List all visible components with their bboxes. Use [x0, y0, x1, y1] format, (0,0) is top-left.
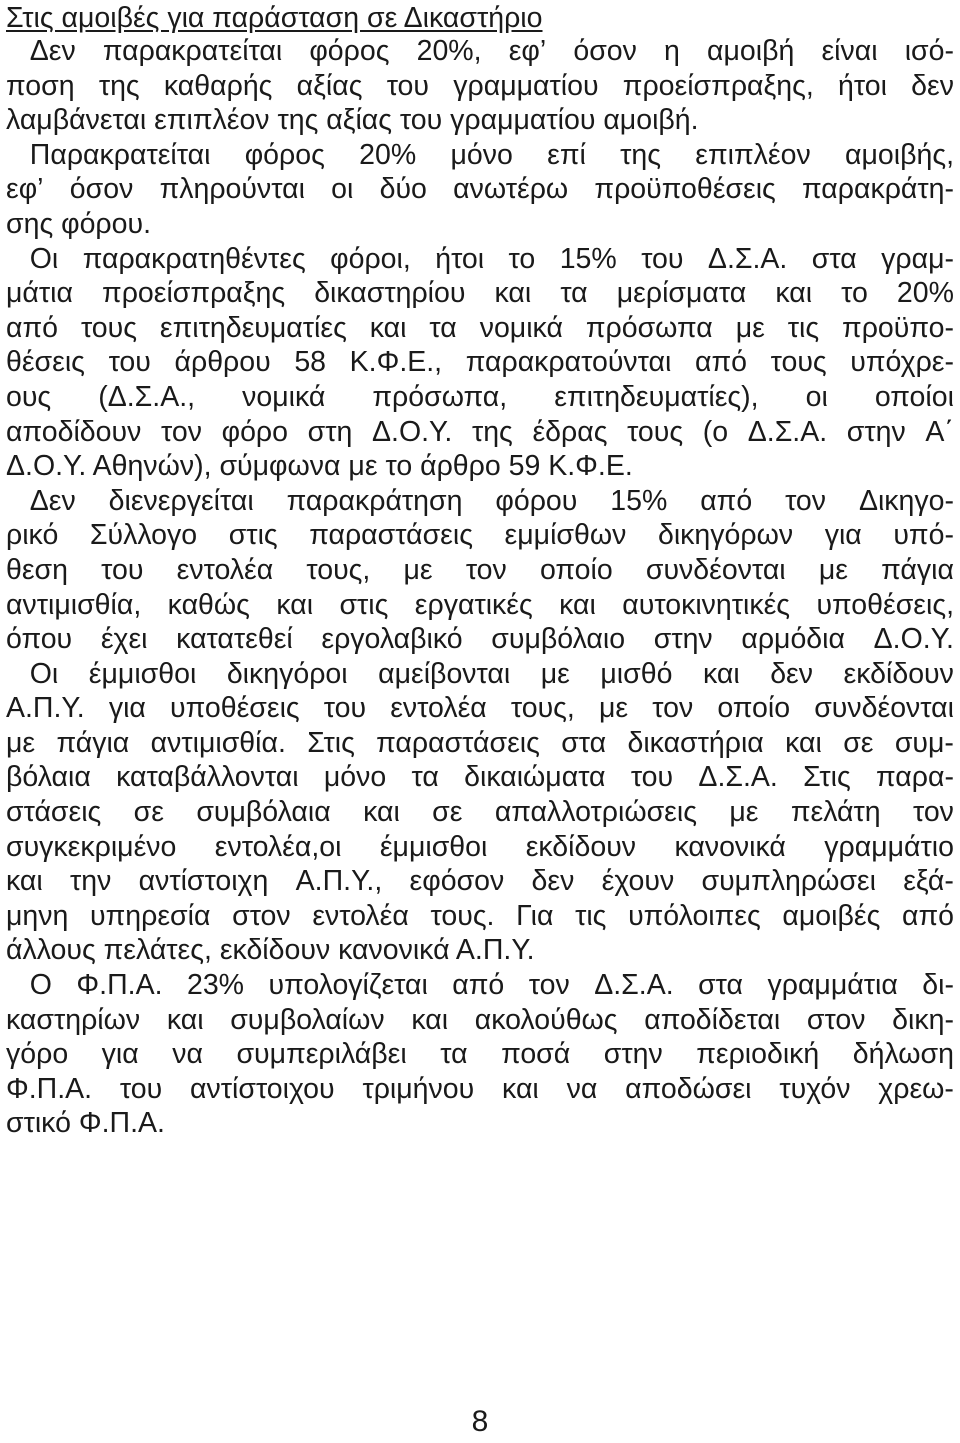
- text-line: Οι έμμισθοι δικηγόροι αμείβονται με μισθό και δεν εκδίδουν: [6, 657, 954, 690]
- body-text: [6, 34, 954, 1141]
- text-line: με πάγια αντιμισθία. Στις παραστάσεις στα δικαστήρια και σε συμ-: [6, 726, 954, 759]
- text-line: θεση του εντολέα τους, με τον οποίο συνδέονται με πάγια: [6, 553, 954, 586]
- text-line: Δεν διενεργείται παρακράτηση φόρου 15% από τον Δικηγο-: [6, 484, 954, 517]
- text-line: βόλαια καταβάλλονται μόνο τα δικαιώματα του Δ.Σ.Α. Στις παρα-: [6, 761, 954, 794]
- text-line: ους (Δ.Σ.Α., νομικά πρόσωπα, επιτηδευματίες), οι οποίοι: [6, 380, 954, 413]
- text-line: ρικό Σύλλογο στις παραστάσεις εμμίσθων δικηγόρων για υπό-: [6, 519, 954, 552]
- text-line: Ο Φ.Π.Α. 23% υπολογίζεται από τον Δ.Σ.Α. στα γραμμάτια δι-: [6, 969, 954, 1002]
- text-line: όπου έχει κατατεθεί εργολαβικό συμβόλαιο στην αρμόδια Δ.Ο.Υ.: [6, 623, 954, 656]
- text-line: μάτια προείσπραξης δικαστηρίου και τα μερίσματα και το 20%: [6, 277, 954, 310]
- text-line: Α.Π.Υ. για υποθέσεις του εντολέα τους, με τον οποίο συνδέονται: [6, 692, 954, 725]
- text-line: Φ.Π.Α. του αντίστοιχου τριμήνου και να αποδώσει τυχόν χρεω-: [6, 1072, 954, 1105]
- text-line: αποδίδουν τον φόρο στη Δ.Ο.Υ. της έδρας τους (ο Δ.Σ.Α. στην Α΄: [6, 415, 954, 448]
- document-page: [6, 0, 954, 1141]
- text-line: Παρακρατείται φόρος 20% μόνο επί της επιπλέον αμοιβής,: [6, 138, 954, 171]
- text-line: στικό Φ.Π.Α.: [6, 1107, 165, 1140]
- text-line: άλλους πελάτες, εκδίδουν κανονικά Α.Π.Υ.: [6, 934, 535, 967]
- section-heading: Στις αμοιβές για παράσταση σε Δικαστήριο: [6, 2, 543, 34]
- text-line: καστηρίων και συμβολαίων και ακολούθως αποδίδεται στον δικη-: [6, 1003, 954, 1036]
- text-line: συγκεκριμένο εντολέα,οι έμμισθοι εκδίδουν κανονικά γραμμάτιο: [6, 830, 954, 863]
- text-line: γόρο για να συμπεριλάβει τα ποσά στην περιοδική δήλωση: [6, 1038, 954, 1071]
- text-line: από τους επιτηδευματίες και τα νομικά πρόσωπα με τις προϋπο-: [6, 311, 954, 344]
- page-number: 8: [471, 1405, 489, 1438]
- text-line: σης φόρου.: [6, 207, 151, 240]
- text-line: αντιμισθία, καθώς και στις εργατικές και αυτοκινητικές υποθέσεις,: [6, 588, 954, 621]
- text-line: και την αντίστοιχη Α.Π.Υ., εφόσον δεν έχουν συμπληρώσει εξά-: [6, 865, 954, 898]
- text-line: Δεν παρακρατείται φόρος 20%, εφ’ όσον η αμοιβή είναι ισό-: [6, 35, 954, 67]
- text-line: Δ.Ο.Υ. Αθηνών), σύμφωνα με το άρθρο 59 Κ.Φ.Ε.: [6, 450, 633, 483]
- text-line: θέσεις του άρθρου 58 Κ.Φ.Ε., παρακρατούνται από τους υπόχρε-: [6, 346, 954, 379]
- text-line: εφ’ όσον πληρούνται οι δύο ανωτέρω προϋποθέσεις παρακράτη-: [6, 173, 954, 206]
- text-line: λαμβάνεται επιπλέον της αξίας του γραμματίου αμοιβή.: [6, 104, 699, 137]
- text-line: ποση της καθαρής αξίας του γραμματίου προείσπραξης, ήτοι δεν: [6, 69, 954, 102]
- text-line: μηνη υπηρεσία στον εντολέα τους. Για τις υπόλοιπες αμοιβές από: [6, 899, 954, 932]
- text-line: στάσεις σε συμβόλαια και σε απαλλοτριώσεις με πελάτη τον: [6, 796, 954, 829]
- text-line: Οι παρακρατηθέντες φόροι, ήτοι το 15% του Δ.Σ.Α. στα γραμ-: [6, 242, 954, 275]
